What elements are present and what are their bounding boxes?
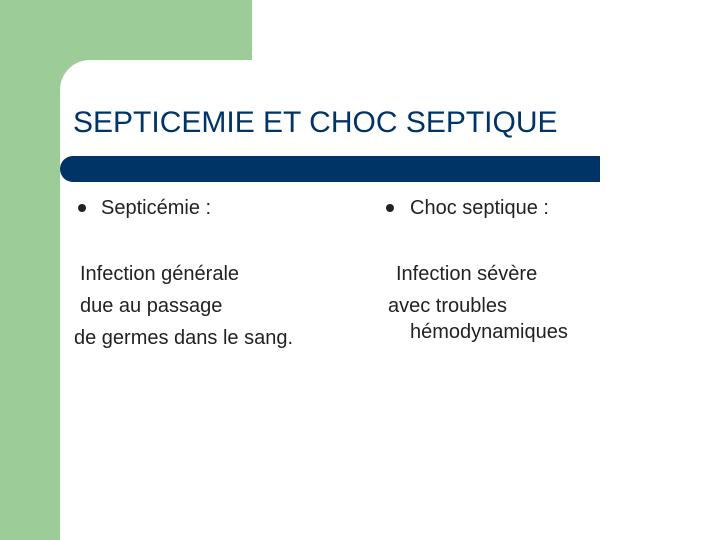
- left-body-text: [70, 258, 293, 354]
- bullet-icon: [78, 204, 86, 212]
- left-line-2: due au passage: [80, 295, 223, 317]
- right-heading: Choc septique :: [410, 197, 549, 219]
- left-line-1: Infection générale: [80, 263, 240, 285]
- left-line-3: de germes dans le sang.: [74, 327, 294, 349]
- title-underline-bar: [60, 156, 600, 182]
- right-line-3: hémodynamiques: [410, 321, 568, 343]
- bullet-icon: [386, 204, 394, 212]
- right-line-2: avec troubles: [388, 295, 507, 317]
- right-body-text: [386, 258, 568, 348]
- slide-title: SEPTICEMIE ET CHOC SEPTIQUE: [73, 106, 558, 139]
- left-heading: Septicémie :: [101, 197, 212, 219]
- green-side-strip: [0, 0, 60, 540]
- right-line-1: Infection sévère: [396, 263, 538, 285]
